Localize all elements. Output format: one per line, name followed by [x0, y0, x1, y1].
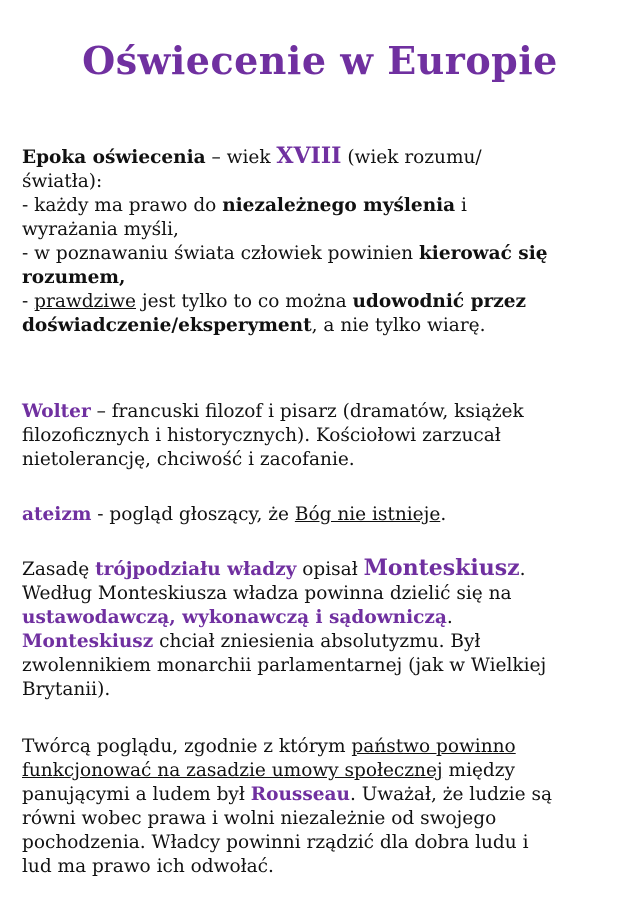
wolter-line-3: nietolerancję, chciwość i zacofanie.	[22, 449, 355, 470]
emphasis-experiment: doświadczenie/eksperyment	[22, 315, 312, 336]
epoka-line-7: - prawdziwe jest tylko to co można udowodnić przez	[22, 291, 527, 312]
page-title: Oświecenie w Europie	[82, 38, 558, 83]
underline-god: Bóg nie istnieje	[294, 504, 441, 525]
monteskiusz-line-5: zwolennikiem monarchii parlamentarnej (jak w Wielkiej	[22, 655, 547, 676]
name-monteskiusz-2: Monteskiusz	[22, 631, 154, 652]
monteskiusz-line-4: Monteskiusz chciał zniesienia absolutyzmu. Był	[22, 631, 481, 652]
epoka-line-3: - każdy ma prawo do niezależnego myślenia i	[22, 195, 467, 216]
section-monteskiusz	[22, 556, 622, 702]
epoka-line-4: wyrażania myśli,	[22, 219, 179, 240]
monteskiusz-line-3: ustawodawczą, wykonawczą i sądowniczą.	[22, 607, 453, 628]
section-wolter	[22, 400, 622, 472]
monteskiusz-line-6: Brytanii).	[22, 679, 111, 700]
name-monteskiusz: Monteskiusz	[363, 555, 520, 581]
epoka-line-5: - w poznawaniu świata człowiek powinien kierować się	[22, 243, 548, 264]
monteskiusz-line-2: Według Monteskiusza władza powinna dzielić się na	[22, 583, 512, 604]
section-rousseau	[22, 735, 622, 879]
term-branches: ustawodawczą, wykonawczą i sądowniczą	[22, 607, 447, 628]
wolter-line-2: filozoficznych i historycznych). Kościołowi zarzucał	[22, 425, 501, 446]
rousseau-line-3: panującymi a ludem był Rousseau. Uważał, że ludzie są	[22, 784, 552, 805]
emphasis-reason: kierować się	[418, 243, 548, 264]
rousseau-line-4: równi wobec prawa i wolni niezależnie od swojego	[22, 808, 497, 829]
underline-social-contract: funkcjonować na zasadzie umowy społecznej	[22, 760, 443, 781]
underline-true: prawdziwe	[34, 291, 136, 312]
epoka-line-8: doświadczenie/eksperyment, a nie tylko wiarę.	[22, 315, 486, 336]
monteskiusz-line-1: Zasadę trójpodziału władzy opisał Monteskiusz.	[22, 555, 526, 581]
name-wolter: Wolter	[22, 401, 91, 422]
term-epoka: Epoka oświecenia	[22, 147, 206, 168]
epoka-line-1: Epoka oświecenia – wiek XVIII (wiek rozumu/	[22, 143, 482, 169]
ateizm-line-1: ateizm - pogląd głoszący, że Bóg nie istnieje.	[22, 504, 447, 525]
name-rousseau: Rousseau	[250, 784, 350, 805]
section-epoka	[22, 144, 622, 338]
rousseau-line-5: pochodzenia. Władcy powinni rządzić dla dobra ludu i	[22, 832, 529, 853]
rousseau-line-1: Twórcą poglądu, zgodnie z którym państwo powinno	[22, 736, 516, 757]
century-label: XVIII	[276, 143, 342, 169]
rousseau-line-6: lud ma prawo ich odwołać.	[22, 856, 274, 877]
section-ateizm	[22, 503, 622, 527]
emphasis-thinking: niezależnego myślenia	[222, 195, 456, 216]
epoka-line-6: rozumem,	[22, 267, 126, 288]
underline-state: państwo powinno	[351, 736, 516, 757]
epoka-line-2: światła):	[22, 171, 103, 192]
term-ateizm: ateizm	[22, 504, 92, 525]
rousseau-line-2: funkcjonować na zasadzie umowy społecznej między	[22, 760, 515, 781]
term-separation-of-powers: trójpodziału władzy	[95, 559, 297, 580]
emphasis-prove: udowodnić przez	[352, 291, 527, 312]
wolter-line-1: Wolter – francuski filozof i pisarz (dramatów, książek	[22, 401, 524, 422]
